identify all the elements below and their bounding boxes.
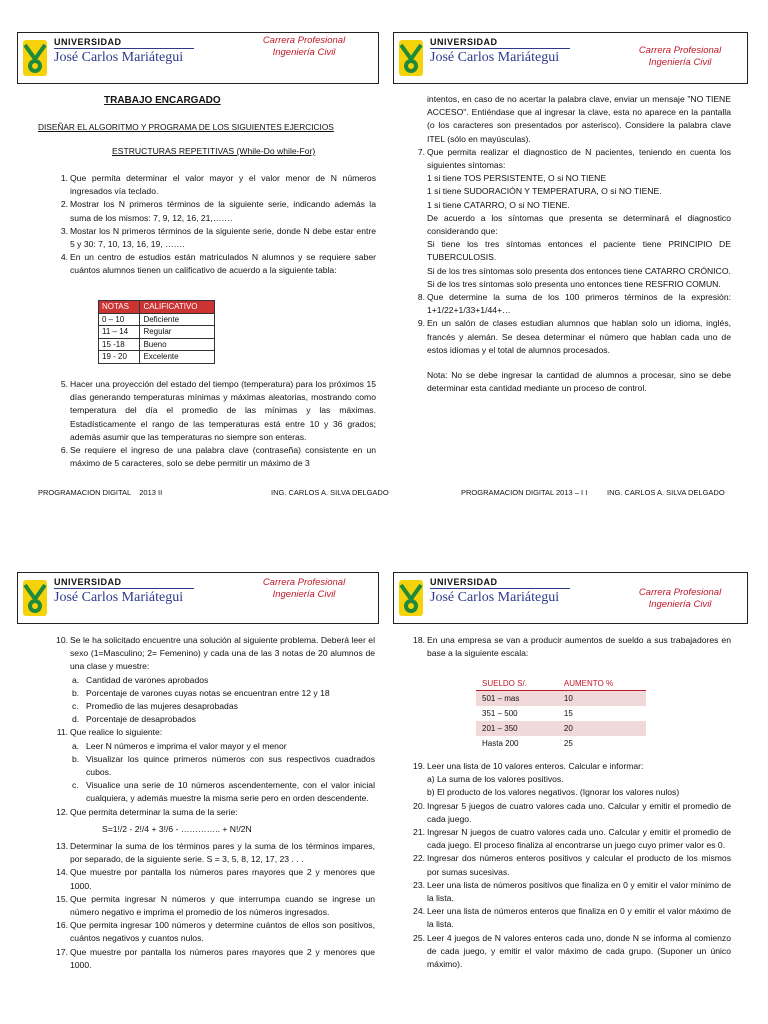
- header-university-label: UNIVERSIDAD: [430, 577, 498, 587]
- table-row: [476, 736, 646, 751]
- exercise-item: [56, 866, 375, 892]
- item-number: 23.: [413, 879, 425, 890]
- sub-item: [72, 700, 375, 713]
- item-number: 22.: [413, 853, 425, 864]
- table-cell: 15 -18: [99, 338, 140, 351]
- item-line: 1 si tiene CATARRO, O si NO TIENE.: [427, 199, 570, 210]
- table-row: [99, 338, 215, 351]
- section-subtitle: ESTRUCTURAS REPETITIVAS (While-Do while-For): [112, 146, 316, 156]
- sub-item: [72, 753, 375, 779]
- sub-text: Porcentaje de desaprobados: [86, 714, 196, 725]
- header-career: [244, 35, 364, 59]
- item-number: 5.: [60, 379, 68, 389]
- item-number: 8.: [417, 292, 425, 303]
- item-number: 15.: [56, 893, 68, 904]
- table-cell: 15: [563, 709, 573, 718]
- item-line: b) El producto de los valores negativos. (Ignorar los valores nulos): [427, 787, 680, 798]
- header-top-left: [17, 32, 379, 84]
- sub-letter: c.: [72, 780, 79, 791]
- footer-author: ING. CARLOS A. SILVA DELGADO: [271, 488, 389, 497]
- item-number: 12.: [56, 806, 68, 817]
- table-header: CALIFICATIVO: [140, 301, 215, 314]
- item-line: Si de los tres síntomas solo presenta uno entonces tiene RESFRIO COMUN.: [427, 278, 721, 289]
- sub-letter: a.: [72, 740, 80, 751]
- table-cell: 501 – mas: [476, 691, 558, 707]
- item-number: 2.: [60, 199, 68, 210]
- university-logo-icon: [398, 37, 424, 79]
- item-line: a) La suma de los valores positivos.: [427, 774, 564, 785]
- sub-text: Visualizar los quince primeros números con sus respectivos cuadrados cubos.: [86, 753, 375, 778]
- table-cell: Hasta 200: [482, 739, 519, 748]
- exercise-item: [60, 172, 376, 198]
- table-cell: 20: [558, 721, 646, 736]
- item-text: Leer 4 juegos de N valores enteros cada uno, donde N se informa al comienzo de cada juego, y emitir el valor máximo de cada grupo. (Suponer un único máximo).: [427, 932, 731, 970]
- item-text: Que permita determinar el valor mayor y el valor menor de N números ingresados vía teclado.: [70, 173, 376, 197]
- exercise-item: [60, 251, 376, 277]
- item-number: 20.: [413, 800, 425, 811]
- item-text: Mostar los N primeros términos de la siguiente serie, donde N debe estar entre 5 y 30: 7, 10, 13, 16, 19, …….: [70, 225, 376, 250]
- sub-letter: b.: [72, 753, 80, 764]
- table-cell: 25: [563, 739, 573, 748]
- exercise-list-1: [60, 172, 376, 278]
- university-logo-icon: [22, 577, 48, 619]
- header-career: [620, 587, 740, 611]
- item-text: Ingresar 5 juegos de cuatro valores cada uno. Calcular y emitir el promedio de cada juego.: [427, 800, 731, 824]
- item-text: Mostrar los N primeros términos de la siguiente serie, indicando además la suma de los mismos: 7, 9, 12, 16, 21,…….: [70, 199, 376, 223]
- header-underline: [430, 48, 570, 49]
- table-header-row: [99, 301, 215, 314]
- item-text: En un salón de clases estudian alumnos que hablan solo un idioma, inglés, francés y alemán. Se desea determinar el número que hablan cada uno de estos idiomas y el total de alumnos procesados.: [427, 318, 731, 355]
- item-number: 18.: [413, 635, 425, 645]
- item-text: Que realice lo siguiente:: [70, 727, 163, 738]
- header-career: [244, 577, 364, 601]
- exercise-item: [413, 826, 731, 852]
- item-line: Si de los tres síntomas solo presenta dos entonces tiene CATARRO CRÓNICO.: [427, 265, 731, 276]
- exercise-item: [413, 634, 731, 660]
- item-number: 3.: [60, 225, 68, 236]
- table-row: [476, 691, 646, 707]
- page-subtitle: DISEÑAR EL ALGORITMO Y PROGRAMA DE LOS SIGUIENTES EJERCICIOS: [38, 122, 334, 132]
- item-line: Si tiene los tres síntomas entonces el paciente tiene PRINCIPIO DE TUBERCULOSIS.: [427, 239, 731, 263]
- item-number: 16.: [56, 920, 68, 931]
- item-text: En un centro de estudios están matriculados N alumnos y se requiere saber cuántos alumnos tienen un calificativo de acuerdo a la siguiente tabla:: [70, 252, 376, 276]
- sub-item: [72, 740, 375, 753]
- item-number: 6.: [60, 445, 68, 456]
- header-career-line2: Ingeniería Civil: [272, 589, 336, 600]
- item-text: Hacer una proyección del estado del tiempo (temperatura) para los próximos 15 días generando temperaturas mínimas y máximas aleatorias, mostrando como temperatura del día el promedio de las mínimas y las máximas. Estadísticamente el rango de las temperaturas está entre 10 y 36 grados; además asumir que las temperaturas no siempre son enteras.: [70, 379, 376, 442]
- item-line: De acuerdo a los síntomas que presenta se determinará el diagnostico considerando que:: [427, 212, 731, 237]
- sub-letter: a.: [72, 674, 80, 685]
- item-text: Que permita ingresar N números y que interrumpa cuando se ingrese un número negativo e imprima el promedio de los números ingresados.: [70, 893, 375, 918]
- table-cell: 201 – 350: [476, 721, 558, 736]
- header-career-line2: Ingeniería Civil: [272, 47, 336, 58]
- sub-item: [72, 674, 375, 687]
- sub-item: [72, 779, 375, 805]
- exercise-list-4: [56, 634, 375, 972]
- university-logo-icon: [398, 577, 424, 619]
- item-number: 21.: [413, 827, 425, 838]
- header-career-line2: Ingeniería Civil: [648, 599, 712, 610]
- table-header-row: [476, 677, 646, 691]
- item-text: En una empresa se van a producir aumentos de sueldo a sus trabajadores en base a la siguiente escala:: [427, 635, 731, 659]
- item-line: Que permita realizar el diagnostico de N pacientes, teniendo en cuenta los siguientes síntomas:: [427, 146, 731, 171]
- item-number: 14.: [56, 867, 68, 878]
- university-logo-icon: [22, 37, 48, 79]
- header-underline: [54, 588, 194, 589]
- header-career-line2: Ingeniería Civil: [648, 57, 712, 68]
- table-cell: 0 – 10: [99, 313, 140, 326]
- table-row: [99, 351, 215, 364]
- header-university-label: UNIVERSIDAD: [54, 577, 122, 587]
- sub-item: [72, 687, 375, 700]
- salary-table: [476, 677, 646, 751]
- header-underline: [54, 48, 194, 49]
- item-text: Que muestre por pantalla los números pares mayores que 2 y menores que 1000.: [70, 946, 375, 970]
- table-cell: 351 – 500: [482, 709, 518, 718]
- item-text: Se requiere el ingreso de una palabra clave (contraseña) consistente en un máximo de 5 caracteres, solo se debe permitir un máximo de 3: [70, 445, 376, 469]
- table-row: [476, 706, 646, 721]
- item-line: Leer una lista de 10 valores enteros. Calcular e informar:: [427, 761, 644, 771]
- exercise-list-3: [417, 93, 731, 395]
- item-text: Que determine la suma de los 100 primeros términos de la expresión: 1+1/22+1/33+1/44+…: [427, 292, 731, 316]
- exercise-item: [56, 919, 375, 945]
- header-bottom-right: [393, 572, 748, 624]
- exercise-item: [417, 317, 731, 357]
- item-number: 13.: [56, 841, 68, 852]
- table-row: [99, 326, 215, 339]
- sub-text: Promedio de las mujeres desaprobadas: [86, 701, 238, 712]
- exercise-continuation: intentos, en caso de no acertar la palabra clave, enviar un mensaje "NO TIENE ACCESO". Entiéndase que al ingresar la clave, esta no aparece en la pantalla (o los caracteres son presentados por asterisco). Considere la palabra clave ITEL (sólo en mayúsculas).: [427, 94, 731, 144]
- sub-text: Cantidad de varones aprobados: [86, 674, 209, 685]
- footer-right: PROGRAMACION DIGITAL 2013 – I I: [461, 488, 588, 497]
- exercise-item: [413, 879, 731, 905]
- page-title: TRABAJO ENCARGADO: [104, 95, 221, 106]
- exercise-item: [413, 905, 731, 931]
- table-cell: Regular: [140, 326, 215, 339]
- exercise-item: [56, 806, 375, 836]
- header-career-line1: Carrera Profesional: [638, 45, 722, 56]
- item-number: 11.: [56, 727, 68, 738]
- item-text: Ingresar dos números enteros positivos y calcular el producto de los mismos por sumas sucesivas.: [427, 853, 731, 877]
- header-career-line1: Carrera Profesional: [262, 577, 346, 588]
- item-number: 7.: [417, 146, 425, 157]
- header-underline: [430, 588, 570, 589]
- item-text: Leer una lista de números positivos que finaliza en 0 y emitir el valor mínimo de la lista.: [427, 879, 731, 904]
- item-text: Que permita determinar la suma de la serie:: [70, 806, 238, 817]
- item-number: 10.: [56, 635, 68, 645]
- exercise-item: [56, 726, 375, 805]
- footer-left: PROGRAMACION DIGITAL 2013 II: [38, 488, 163, 497]
- exercise-item: [56, 946, 375, 972]
- header-bottom-left: [17, 572, 379, 624]
- exercise-item: [413, 852, 731, 878]
- exercise-item: [56, 634, 375, 726]
- item-number: 25.: [413, 932, 425, 943]
- exercise-item: [60, 198, 376, 224]
- table-header: NOTAS: [99, 301, 140, 314]
- header-university-name: José Carlos Mariátegui: [430, 590, 560, 605]
- exercise-item: [60, 378, 376, 444]
- exercise-item: [60, 225, 376, 251]
- sub-list: [70, 740, 375, 806]
- exercise-item: [413, 760, 731, 800]
- table-header: AUMENTO %: [558, 677, 646, 691]
- sub-list: [70, 674, 375, 727]
- exercise-item: [60, 444, 376, 470]
- item-text: Leer una lista de números enteros que finaliza en 0 y emitir el valor máximo de la lista.: [427, 906, 731, 930]
- item-number: 24.: [413, 906, 425, 917]
- table-row: [476, 721, 646, 736]
- sub-text: Visualice una serie de 10 números ascendentemente, con el valor inicial cualquiera, y además muestre la misma serie pero en orden descendente.: [86, 780, 375, 804]
- item-line: 1 si tiene TOS PERSISTENTE, O si NO TIENE: [427, 173, 607, 184]
- header-career-line1: Carrera Profesional: [262, 35, 346, 46]
- sub-letter: d.: [72, 714, 80, 725]
- table-row: [99, 313, 215, 326]
- item-text: Determinar la suma de los términos pares y la suma de los términos impares, por separado, de la siguiente serie. S = 3, 5, 8, 12, 17, 23 . . .: [70, 841, 375, 865]
- exercise-item: [413, 932, 731, 972]
- exercise-item: [417, 146, 731, 291]
- item-text: Que muestre por pantalla los números pares mayores que 2 y menores que 1000.: [70, 867, 375, 891]
- sub-text: Porcentaje de varones cuyas notas se encuentran entre 12 y 18: [86, 687, 330, 698]
- header-university-label: UNIVERSIDAD: [54, 37, 122, 47]
- table-cell: Bueno: [140, 338, 215, 351]
- grades-table: [98, 300, 215, 364]
- item-number: 17.: [56, 946, 68, 957]
- exercise-list-5: [413, 634, 731, 660]
- table-cell: Excelente: [140, 351, 215, 364]
- exercise-list-2: [60, 378, 376, 470]
- exercise-item: [56, 893, 375, 919]
- exercise-item: [56, 840, 375, 866]
- header-university-name: José Carlos Mariátegui: [54, 590, 184, 605]
- table-cell: 19 - 20: [99, 351, 140, 364]
- header-university-name: José Carlos Mariátegui: [54, 50, 184, 65]
- table-cell: Deficiente: [140, 313, 215, 326]
- table-cell: 11 – 14: [99, 326, 140, 339]
- header-university-label: UNIVERSIDAD: [430, 37, 498, 47]
- sub-letter: b.: [72, 687, 80, 698]
- header-career-line1: Carrera Profesional: [638, 587, 722, 598]
- header-top-right: [393, 32, 748, 84]
- item-text: Se le ha solicitado encuentre una solución al siguiente problema. Deberá leer el sexo (1=Masculino; 2= Femenino) y cada una de las 3 notas de 20 alumnos de una clase y muestre:: [70, 635, 375, 672]
- sub-text: Leer N números e imprima el valor mayor y el menor: [86, 740, 287, 751]
- sub-item: [72, 713, 375, 726]
- item-number: 1.: [60, 173, 68, 183]
- exercise-list-6: [413, 760, 731, 971]
- note-text: Nota: No se debe ingresar la cantidad de alumnos a procesar, sino se debe determinar esta cantidad mediante un proceso de control.: [427, 370, 731, 394]
- item-text: Ingresar N juegos de cuatro valores cada uno. Calcular y emitir el promedio de cada juego. El proceso finaliza al encontrarse un juego cuyo primer valor es 0.: [427, 827, 731, 851]
- header-career: [620, 45, 740, 69]
- item-number: 19.: [413, 761, 425, 771]
- table-cell: 10: [558, 691, 646, 707]
- item-number: 9.: [417, 318, 425, 329]
- series-formula: S=1!/2 - 2!/4 + 3!/6 - ………….. + N!/2N: [102, 823, 252, 834]
- item-number: 4.: [60, 252, 68, 263]
- item-text: Que permita ingresar 100 números y determine cuántos de ellos son positivos, cuántos negativos y cuantos nulos.: [70, 920, 375, 944]
- footer-author: ING. CARLOS A. SILVA DELGADO: [607, 488, 725, 497]
- exercise-item: [413, 800, 731, 826]
- sub-letter: c.: [72, 701, 79, 712]
- header-university-name: José Carlos Mariátegui: [430, 50, 560, 65]
- exercise-item: [417, 291, 731, 317]
- item-line: 1 si tiene SUDORACIÓN Y TEMPERATURA, O si NO TIENE.: [427, 186, 662, 197]
- table-header: SUELDO S/.: [476, 677, 558, 691]
